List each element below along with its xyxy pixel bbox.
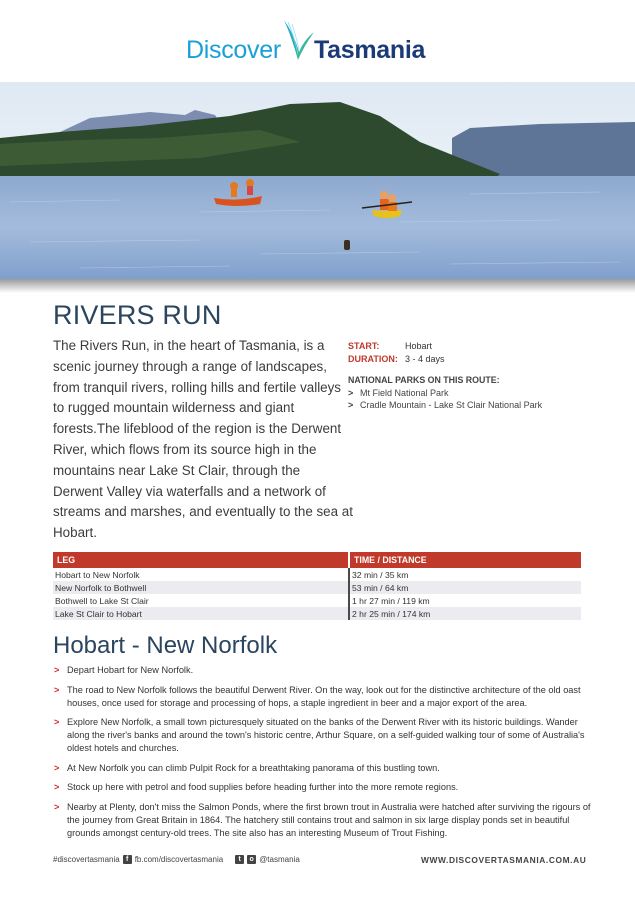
website-link[interactable]: WWW.DISCOVERTASMANIA.COM.AU (421, 855, 587, 865)
leg-cell: Bothwell to Lake St Clair (55, 595, 149, 606)
route-title: RIVERS RUN (53, 300, 222, 330)
route-facts (348, 340, 588, 411)
park-name: Mt Field National Park (360, 388, 449, 398)
bullet-text: Nearby at Plenty, don't miss the Salmon Ponds, where the first brown trout in Australia were hatched after surviving the rigours of the journey from Great Britain in 1864. The hatchery still contains trout and salmon in six large display ponds set in beautiful grounds amongst century-old trees. The site also has an interesting Museum of Trout Fishing. (67, 801, 591, 838)
park-item (348, 399, 588, 411)
bullet-text: The road to New Norfolk follows the beautiful Derwent River. On the way, look out for the distinctive architecture of the old oast houses, once used for storage and processing of hops, a staple ingredient in beer and a major export of the area. (67, 684, 581, 708)
parks-heading: NATIONAL PARKS ON THIS ROUTE: (348, 375, 500, 385)
table-row (53, 607, 581, 620)
chevron-right-icon: > (348, 388, 354, 398)
bullet-text: Stock up here with petrol and food supplies before heading further into the more remote regions. (67, 782, 459, 792)
table-row (53, 568, 581, 581)
table-header-row (53, 552, 581, 568)
intro-paragraph: The Rivers Run, in the heart of Tasmania, is a scenic journey through a range of landscapes, from tranquil rivers, rolling hills and fertile valleys to rugged mountain wilderness and giant forests.The lifeblood of the region is the Derwent River, which flows from its source high in the mountains near Lake St Clair, through the Derwent Valley via waterfalls and a network of streams and marshes, and eventually to the sea at Hobart. (53, 338, 353, 541)
facebook-icon[interactable]: f (123, 855, 132, 864)
leg-cell: Lake St Clair to Hobart (53, 607, 349, 620)
fact-value: Hobart (405, 341, 433, 351)
time-distance-cell: 2 hr 25 min / 174 km (349, 607, 581, 620)
hero-photo (0, 82, 635, 279)
legs-table (53, 552, 581, 620)
chevron-right-icon: > (54, 782, 60, 792)
time-distance-cell: 32 min / 35 km (349, 568, 581, 581)
route-intro (53, 336, 353, 544)
table-row (53, 581, 581, 594)
list-item (53, 684, 593, 710)
bullet-text: Explore New Norfolk, a small town picturesquely situated on the banks of the Derwent River with its historic buildings. Wander along the river's banks and around the town's historic centre, Arthur Square, on a self-guided walking tour of some of Australia's oldest hotels and churches. (67, 717, 585, 753)
photo-shadow (0, 279, 635, 293)
fact-start (348, 340, 588, 353)
chevron-right-icon: > (54, 762, 60, 773)
list-item (53, 716, 593, 755)
chevron-right-icon: > (54, 717, 60, 727)
logo-word-discover: Discover (186, 36, 281, 64)
chevron-right-icon: > (348, 400, 354, 410)
discover-tasmania-logo (186, 18, 448, 66)
time-distance-cell: 1 hr 27 min / 119 km (349, 594, 581, 607)
leg-cell: Hobart to New Norfolk (55, 569, 140, 580)
logo-word-tasmania: Tasmania (314, 36, 426, 64)
kayak-lake-photo-icon (0, 82, 635, 279)
chevron-right-icon: > (54, 665, 60, 675)
footer-social (53, 855, 300, 864)
twitter-icon[interactable]: t (235, 855, 244, 864)
time-distance-cell: 53 min / 64 km (349, 581, 581, 594)
hashtag[interactable]: #discovertasmania (53, 855, 120, 864)
fact-value: 3 - 4 days (405, 354, 445, 364)
leg-cell: New Norfolk to Bothwell (53, 581, 349, 594)
park-item (348, 387, 588, 399)
section-title: Hobart - New Norfolk (53, 632, 278, 659)
list-item (53, 781, 593, 794)
header-leg: LEG (53, 552, 349, 568)
fact-label: START: (348, 341, 380, 351)
list-item (53, 801, 593, 840)
list-item (53, 762, 593, 775)
list-item (53, 664, 593, 677)
wing-logo-icon (282, 18, 316, 66)
facebook-link[interactable]: fb.com/discovertasmania (134, 855, 224, 864)
chevron-right-icon: > (54, 684, 60, 695)
table-row (53, 594, 581, 607)
chevron-right-icon: > (54, 801, 60, 812)
bullet-text: Depart Hobart for New Norfolk. (67, 665, 194, 675)
social-handle[interactable]: @tasmania (259, 855, 300, 864)
section-bullets (53, 664, 593, 846)
bullet-text: At New Norfolk you can climb Pulpit Rock for a breathtaking panorama of this bustling town. (67, 762, 440, 773)
header-time-distance: TIME / DISTANCE (349, 552, 581, 568)
fact-label: DURATION: (348, 354, 398, 364)
instagram-icon[interactable]: o (247, 855, 256, 864)
fact-duration (348, 353, 588, 366)
park-name: Cradle Mountain - Lake St Clair National Park (360, 400, 543, 410)
